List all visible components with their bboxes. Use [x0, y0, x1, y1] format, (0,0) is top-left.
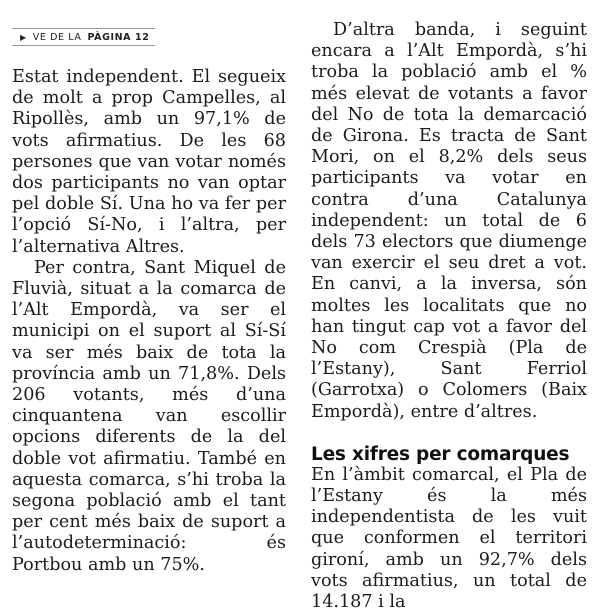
section-subheading: Les xifres per comarques: [311, 443, 570, 465]
right-column-body: [311, 20, 587, 613]
page-reference-kicker: [12, 28, 155, 46]
left-paragraph-1: Estat independent. El segueix de molt a prop Campelles, al Ripollès, amb un 97,1% de vots afirmatius. De les 68 persones que van votar només dos participants no van optar pel doble Sí. Una ho va fer per l’opció Sí-No, i l’altra, per l’alternativa Altres.: [12, 67, 286, 257]
right-paragraph-1: D’altra banda, i seguint encara a l’Alt Empordà, s’hi troba la població amb el % més elevat de votants a favor del No de tota la demarcació de Girona. Es tracta de Sant Mori, on el 8,2% dels seus participants va votar en contra d’una Catalunya independent: un total de 6 dels 73 electors que diumenge van exercir el seu dret a vot. En canvi, a la inversa, són moltes les localitats que no han tingut cap vot a favor del No com Crespià (Pla de l’Estany), Sant Ferriol (Garrotxa) o Colomers (Baix Empordà), entre d’altres.: [311, 20, 587, 422]
right-paragraph-2: En l’àmbit comarcal, el Pla de l’Estany és la més independentista de les vuit que conformen el territori gironí, amb un 92,7% dels vots afirmatius, un total de 14.187 i la: [311, 464, 587, 613]
left-column-body: [12, 67, 286, 576]
kicker-page: PÀGINA 12: [87, 31, 150, 43]
right-column: [311, 0, 587, 613]
kicker-prefix: VE DE LA: [32, 31, 82, 43]
play-arrow-icon: ▶: [20, 32, 27, 42]
left-paragraph-2: Per contra, Sant Miquel de Fluvià, situat a la comarca de l’Alt Empordà, va ser el municipi on el suport al Sí-Sí va ser més baix de tota la província amb un 71,8%. Dels 206 votants, més d’una cinquantena van escollir opcions diferents de la del doble vot afirmatiu. També en aquesta comarca, s’hi troba la segona població amb el tant per cent més baix de suport a l’autodeterminació: és Portbou amb un 75%.: [12, 257, 286, 575]
left-column: [12, 0, 286, 575]
